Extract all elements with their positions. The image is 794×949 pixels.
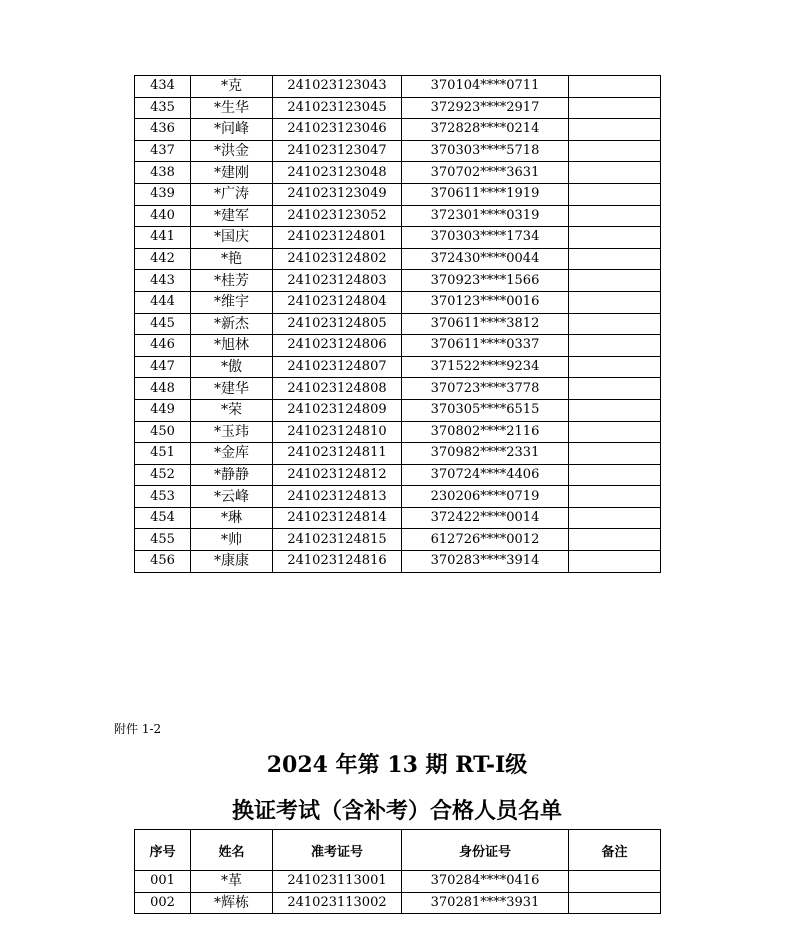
id-number-cell: 370305****6515 (402, 399, 569, 421)
exam-id-cell: 241023124802 (273, 248, 402, 270)
name-cell: *建华 (191, 378, 273, 400)
name-cell: *傲 (191, 356, 273, 378)
exam-id-cell: 241023124809 (273, 399, 402, 421)
id-number-cell: 370123****0016 (402, 291, 569, 313)
name-cell: *国庆 (191, 227, 273, 249)
id-number-cell: 370923****1566 (402, 270, 569, 292)
table-row (135, 248, 661, 270)
name-cell: *康康 (191, 551, 273, 573)
remarks-cell (569, 119, 661, 141)
seq-cell: 449 (135, 399, 191, 421)
exam-id-cell: 241023124812 (273, 464, 402, 486)
seq-cell: 443 (135, 270, 191, 292)
remarks-cell (569, 399, 661, 421)
name-cell: *维宇 (191, 291, 273, 313)
header-id-number: 身份证号 (402, 830, 569, 871)
seq-cell: 446 (135, 335, 191, 357)
seq-cell: 438 (135, 162, 191, 184)
name-cell: *琳 (191, 507, 273, 529)
remarks-cell (569, 183, 661, 205)
table-row (135, 356, 661, 378)
id-number-cell: 370982****2331 (402, 443, 569, 465)
exam-id-cell: 241023123043 (273, 76, 402, 98)
exam-id-cell: 241023124804 (273, 291, 402, 313)
name-cell: *辉栋 (191, 892, 273, 914)
id-number-cell: 370611****1919 (402, 183, 569, 205)
table-row (135, 76, 661, 98)
seq-cell: 455 (135, 529, 191, 551)
id-number-cell: 370281****3931 (402, 892, 569, 914)
remarks-cell (569, 421, 661, 443)
seq-cell: 451 (135, 443, 191, 465)
id-number-cell: 612726****0012 (402, 529, 569, 551)
remarks-cell (569, 892, 661, 914)
exam-id-cell: 241023124815 (273, 529, 402, 551)
remarks-cell (569, 291, 661, 313)
table-row (135, 551, 661, 573)
exam-id-cell: 241023113002 (273, 892, 402, 914)
seq-cell: 435 (135, 97, 191, 119)
seq-cell: 454 (135, 507, 191, 529)
table-row (135, 486, 661, 508)
remarks-cell (569, 162, 661, 184)
id-number-cell: 370303****1734 (402, 227, 569, 249)
seq-cell: 001 (135, 871, 191, 893)
seq-cell: 434 (135, 76, 191, 98)
exam-id-cell: 241023124814 (273, 507, 402, 529)
name-cell: *荣 (191, 399, 273, 421)
seq-cell: 456 (135, 551, 191, 573)
seq-cell: 437 (135, 140, 191, 162)
table-row (135, 205, 661, 227)
table-row (135, 507, 661, 529)
name-cell: *洪金 (191, 140, 273, 162)
table-row (135, 227, 661, 249)
id-number-cell: 370702****3631 (402, 162, 569, 184)
table-row (135, 443, 661, 465)
table-row (135, 529, 661, 551)
remarks-cell (569, 205, 661, 227)
id-number-cell: 372422****0014 (402, 507, 569, 529)
seq-cell: 441 (135, 227, 191, 249)
name-cell: *广涛 (191, 183, 273, 205)
name-cell: *金库 (191, 443, 273, 465)
exam-id-cell: 241023124816 (273, 551, 402, 573)
name-cell: *旭林 (191, 335, 273, 357)
table-row (135, 183, 661, 205)
header-exam-id: 准考证号 (273, 830, 402, 871)
seq-cell: 445 (135, 313, 191, 335)
exam-id-cell: 241023124803 (273, 270, 402, 292)
table-row (135, 421, 661, 443)
document-title-line-1: 2024 年第 13 期 RT-Ⅰ级 (266, 752, 528, 778)
exam-id-cell: 241023123045 (273, 97, 402, 119)
id-number-cell: 370724****4406 (402, 464, 569, 486)
seq-cell: 439 (135, 183, 191, 205)
remarks-cell (569, 529, 661, 551)
remarks-cell (569, 335, 661, 357)
id-number-cell: 370303****5718 (402, 140, 569, 162)
exam-id-cell: 241023124806 (273, 335, 402, 357)
name-cell: *生华 (191, 97, 273, 119)
table-row (135, 313, 661, 335)
table-row (135, 291, 661, 313)
remarks-cell (569, 356, 661, 378)
table-row (135, 119, 661, 141)
name-cell: *克 (191, 76, 273, 98)
remarks-cell (569, 313, 661, 335)
roster-table-body (135, 76, 661, 573)
seq-cell: 448 (135, 378, 191, 400)
seq-cell: 453 (135, 486, 191, 508)
name-cell: *问峰 (191, 119, 273, 141)
header-name: 姓名 (191, 830, 273, 871)
name-cell: *玉玮 (191, 421, 273, 443)
attachment-label: 附件 1-2 (114, 722, 162, 736)
remarks-cell (569, 378, 661, 400)
exam-id-cell: 241023124813 (273, 486, 402, 508)
name-cell: *建军 (191, 205, 273, 227)
remarks-cell (569, 507, 661, 529)
roster-table-new (134, 829, 661, 914)
table-row (135, 378, 661, 400)
exam-id-cell: 241023124801 (273, 227, 402, 249)
table-row (135, 270, 661, 292)
remarks-cell (569, 227, 661, 249)
table-row (135, 162, 661, 184)
remarks-cell (569, 140, 661, 162)
id-number-cell: 230206****0719 (402, 486, 569, 508)
id-number-cell: 372923****2917 (402, 97, 569, 119)
exam-id-cell: 241023123048 (273, 162, 402, 184)
exam-id-cell: 241023124810 (273, 421, 402, 443)
id-number-cell: 370611****0337 (402, 335, 569, 357)
remarks-cell (569, 464, 661, 486)
name-cell: *艳 (191, 248, 273, 270)
seq-cell: 447 (135, 356, 191, 378)
exam-id-cell: 241023123047 (273, 140, 402, 162)
exam-id-cell: 241023123049 (273, 183, 402, 205)
exam-id-cell: 241023124807 (273, 356, 402, 378)
remarks-cell (569, 270, 661, 292)
remarks-cell (569, 248, 661, 270)
id-number-cell: 370723****3778 (402, 378, 569, 400)
exam-id-cell: 241023123046 (273, 119, 402, 141)
table-row (135, 140, 661, 162)
roster-table-continued (134, 75, 661, 573)
seq-cell: 444 (135, 291, 191, 313)
id-number-cell: 372828****0214 (402, 119, 569, 141)
id-number-cell: 370104****0711 (402, 76, 569, 98)
seq-cell: 440 (135, 205, 191, 227)
table-row (135, 335, 661, 357)
name-cell: *帅 (191, 529, 273, 551)
name-cell: *革 (191, 871, 273, 893)
seq-cell: 452 (135, 464, 191, 486)
name-cell: *云峰 (191, 486, 273, 508)
name-cell: *静静 (191, 464, 273, 486)
exam-id-cell: 241023123052 (273, 205, 402, 227)
roster-table-body (135, 871, 661, 914)
id-number-cell: 370611****3812 (402, 313, 569, 335)
name-cell: *桂芳 (191, 270, 273, 292)
exam-id-cell: 241023124808 (273, 378, 402, 400)
remarks-cell (569, 551, 661, 573)
id-number-cell: 370802****2116 (402, 421, 569, 443)
exam-id-cell: 241023113001 (273, 871, 402, 893)
header-seq: 序号 (135, 830, 191, 871)
seq-cell: 002 (135, 892, 191, 914)
id-number-cell: 370283****3914 (402, 551, 569, 573)
remarks-cell (569, 486, 661, 508)
table-row (135, 871, 661, 893)
remarks-cell (569, 443, 661, 465)
id-number-cell: 370284****0416 (402, 871, 569, 893)
table-header-row (135, 830, 661, 871)
seq-cell: 442 (135, 248, 191, 270)
seq-cell: 436 (135, 119, 191, 141)
id-number-cell: 372301****0319 (402, 205, 569, 227)
table-row (135, 464, 661, 486)
id-number-cell: 371522****9234 (402, 356, 569, 378)
remarks-cell (569, 871, 661, 893)
exam-id-cell: 241023124805 (273, 313, 402, 335)
document-title-line-2: 换证考试（含补考）合格人员名单 (231, 798, 562, 824)
table-row (135, 97, 661, 119)
exam-id-cell: 241023124811 (273, 443, 402, 465)
table-row (135, 892, 661, 914)
header-remarks: 备注 (569, 830, 661, 871)
name-cell: *建刚 (191, 162, 273, 184)
remarks-cell (569, 97, 661, 119)
id-number-cell: 372430****0044 (402, 248, 569, 270)
table-row (135, 399, 661, 421)
remarks-cell (569, 76, 661, 98)
name-cell: *新杰 (191, 313, 273, 335)
seq-cell: 450 (135, 421, 191, 443)
